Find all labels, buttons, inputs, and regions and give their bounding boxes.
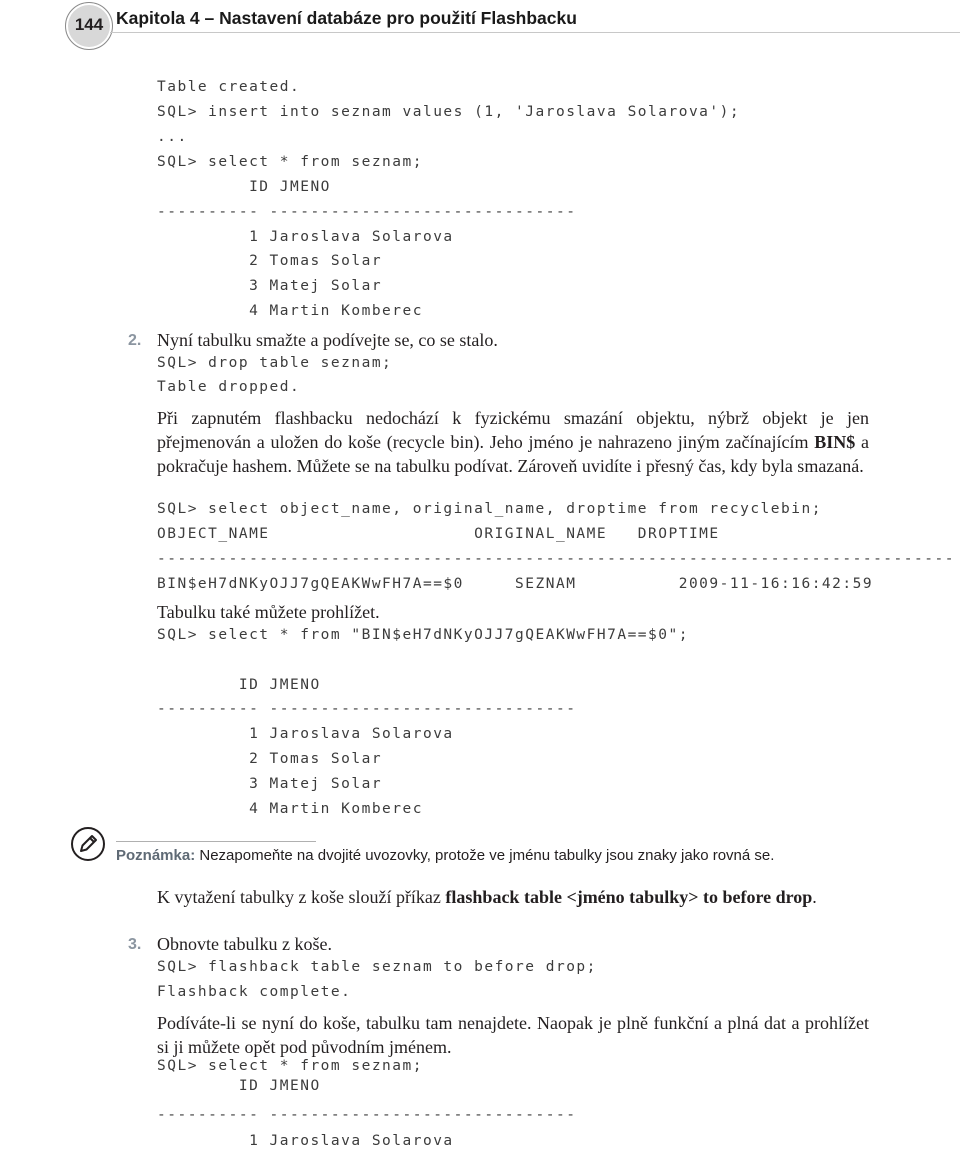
code-line: 1 Jaroslava Solarova bbox=[157, 726, 454, 742]
code-line: Table created. bbox=[157, 79, 301, 95]
code-line: SQL> select * from seznam; bbox=[157, 154, 423, 170]
code-line: 4 Martin Komberec bbox=[157, 303, 423, 319]
step-number: 3. bbox=[128, 936, 142, 953]
paragraph-text: K vytažení tabulky z koše slouží příkaz bbox=[157, 887, 446, 907]
code-line: 1 Jaroslava Solarova bbox=[157, 1133, 454, 1149]
page-header bbox=[0, 0, 960, 50]
code-line: SQL> insert into seznam values (1, 'Jaroslava Solarova'); bbox=[157, 104, 741, 120]
code-line: SQL> select * from seznam; bbox=[157, 1058, 423, 1074]
paragraph-text: Při zapnutém flashbacku nedochází k fyzickému smazání objektu, nýbrž objekt je jen přejmenován a uložen do koše (recycle bin). Jeho jméno je nahrazeno jiným začínajícím bbox=[157, 408, 869, 452]
page-number: 144 bbox=[74, 15, 104, 34]
code-line: 2 Tomas Solar bbox=[157, 751, 383, 767]
paragraph-bold-text: flashback table <jméno tabulky> to before drop bbox=[445, 887, 813, 907]
paragraph-recycle-bin bbox=[157, 406, 869, 478]
paragraph-browse: Tabulku také můžete prohlížet. bbox=[157, 602, 380, 622]
code-line: BIN$eH7dNKyOJJ7gQEAKWwFH7A==$0 SEZNAM 2009-11-16:16:42:59 bbox=[157, 576, 874, 592]
code-line: ID JMENO bbox=[157, 1078, 321, 1094]
note-text: Nezapomeňte na dvojité uvozovky, protože ve jménu tabulky jsou znaky jako rovná se. bbox=[195, 847, 775, 864]
paragraph-bold-text: BIN$ bbox=[814, 432, 856, 452]
code-line: ---------- ------------------------------ bbox=[157, 1107, 577, 1123]
step-text: Nyní tabulku smažte a podívejte se, co se stalo. bbox=[157, 330, 498, 350]
header-divider bbox=[110, 32, 960, 33]
code-line: 3 Matej Solar bbox=[157, 776, 383, 792]
code-line: Table dropped. bbox=[157, 379, 301, 395]
paragraph-text: . bbox=[812, 887, 817, 907]
code-line: SQL> flashback table seznam to before drop; bbox=[157, 959, 597, 975]
step-number: 2. bbox=[128, 332, 142, 349]
code-line: SQL> select object_name, original_name, droptime from recyclebin; bbox=[157, 501, 822, 517]
pencil-icon bbox=[70, 826, 106, 862]
code-line: ---------- ------------------------------ bbox=[157, 204, 577, 220]
code-line: 3 Matej Solar bbox=[157, 278, 383, 294]
note-divider bbox=[116, 841, 316, 842]
paragraph-text: a pokračuje hashem. Můžete se na tabulku podívat. Zároveň uvidíte i přesný čas, kdy byla smazaná. bbox=[157, 432, 869, 476]
code-line: ID JMENO bbox=[157, 677, 321, 693]
code-line: SQL> select * from "BIN$eH7dNKyOJJ7gQEAKWwFH7A==$0"; bbox=[157, 627, 689, 643]
code-block-drop bbox=[157, 355, 393, 403]
code-line: ... bbox=[157, 129, 188, 145]
chapter-title: Kapitola 4 – Nastavení databáze pro použití Flashbacku bbox=[116, 8, 577, 28]
code-line: Flashback complete. bbox=[157, 984, 352, 1000]
page-number-badge bbox=[65, 2, 113, 50]
note-label: Poznámka: bbox=[116, 847, 196, 864]
code-line: ---------- ------------------------------ bbox=[157, 701, 577, 717]
paragraph-flashback-command bbox=[157, 885, 869, 909]
code-block-select-restored bbox=[157, 1058, 577, 1149]
step-text: Obnovte tabulku z koše. bbox=[157, 934, 332, 954]
note bbox=[116, 847, 774, 864]
code-line: 2 Tomas Solar bbox=[157, 253, 383, 269]
code-block-select-bin bbox=[157, 627, 689, 817]
code-line: 4 Martin Komberec bbox=[157, 801, 423, 817]
code-line: ------------------------------------------------------------------------------ bbox=[157, 551, 955, 567]
paragraph-restored: Podíváte-li se nyní do koše, tabulku tam nenajdete. Naopak je plně funkční a plná dat a prohlížet si ji můžete opět pod původním jménem. bbox=[157, 1013, 869, 1057]
code-block-recyclebin bbox=[157, 501, 955, 592]
code-line: ID JMENO bbox=[157, 179, 331, 195]
code-block-insert-select bbox=[157, 79, 741, 319]
code-line: 1 Jaroslava Solarova bbox=[157, 229, 454, 245]
code-line: OBJECT_NAME ORIGINAL_NAME DROPTIME bbox=[157, 526, 720, 542]
code-block-flashback bbox=[157, 959, 597, 1007]
code-line: SQL> drop table seznam; bbox=[157, 355, 393, 371]
